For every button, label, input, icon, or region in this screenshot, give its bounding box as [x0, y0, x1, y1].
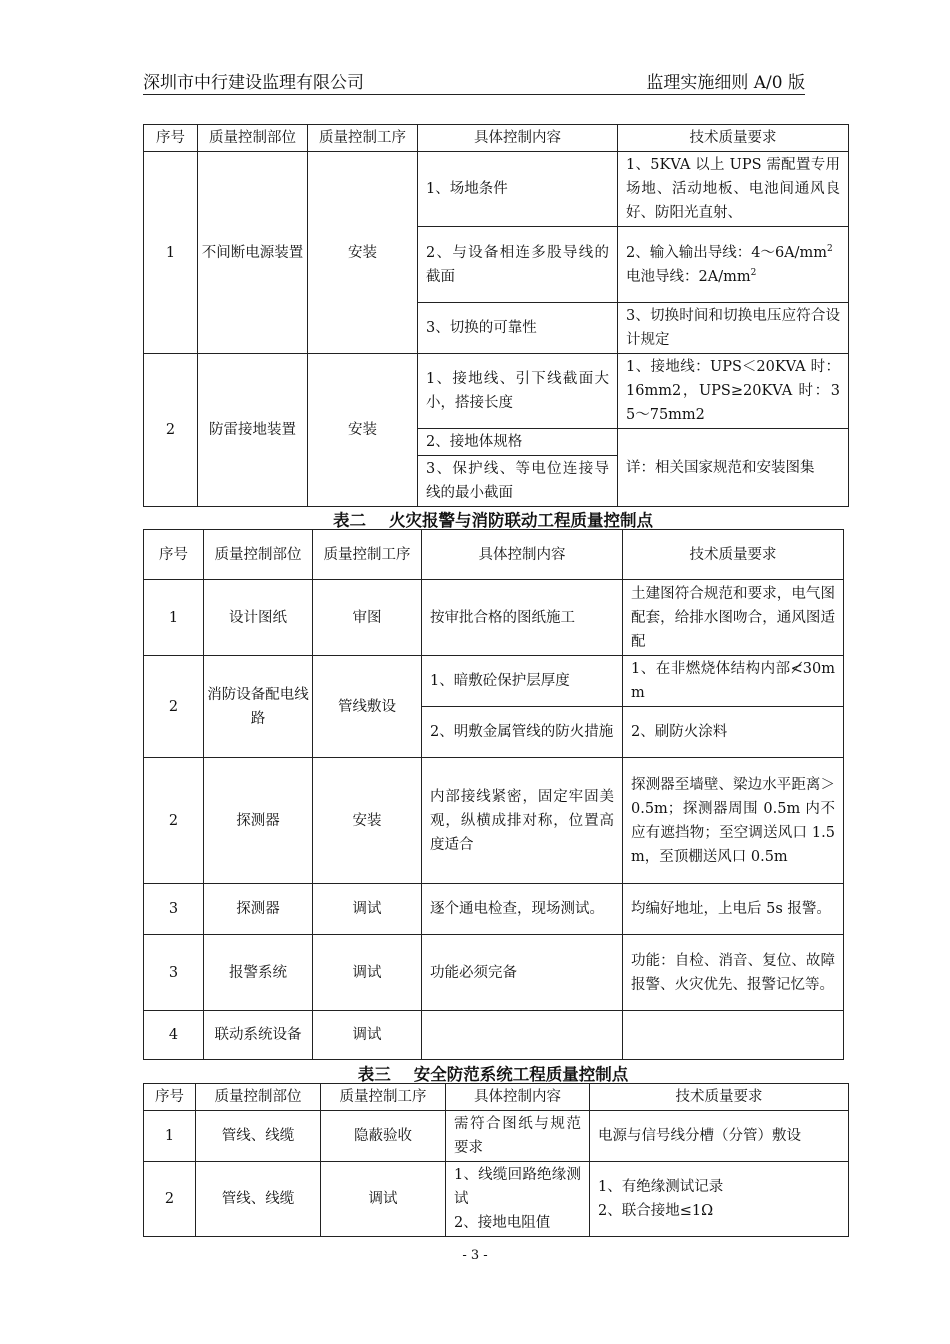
- row-no: 4: [144, 1011, 204, 1060]
- header-requirement: 技术质量要求: [618, 125, 849, 152]
- document-title: 监理实施细则 A/0 版: [646, 73, 805, 93]
- row-part: 联动系统设备: [204, 1011, 313, 1060]
- row-process: 隐蔽验收: [321, 1111, 446, 1162]
- row-requirement: 1、5KVA 以上 UPS 需配置专用场地、活动地板、电池间通风良好、防阳光直射、: [618, 152, 849, 227]
- row-requirement: [618, 227, 849, 303]
- row-content: 逐个通电检查，现场测试。: [422, 884, 623, 935]
- table-header-row: [144, 125, 849, 152]
- row-part: 管线、线缆: [196, 1111, 321, 1162]
- row-no: 2: [144, 758, 204, 884]
- table-row: [144, 354, 849, 429]
- table-row: [144, 1011, 844, 1060]
- header-content: 具体控制内容: [418, 125, 618, 152]
- row-content: 2、明敷金属管线的防火措施: [422, 707, 623, 758]
- requirement-line: 电池导线：2A/mm: [626, 268, 751, 285]
- table-header-row: [144, 1084, 849, 1111]
- header-no: 序号: [144, 125, 198, 152]
- row-content: 功能必须完备: [422, 935, 623, 1011]
- header-part: 质量控制部位: [198, 125, 308, 152]
- row-part: 设计图纸: [204, 580, 313, 656]
- header-requirement: 技术质量要求: [590, 1084, 849, 1111]
- table-row: [144, 884, 844, 935]
- header-content: 具体控制内容: [422, 530, 623, 580]
- row-part: 管线、线缆: [196, 1162, 321, 1237]
- row-requirement: [590, 1162, 849, 1237]
- header-part: 质量控制部位: [196, 1084, 321, 1111]
- company-name: 深圳市中行建设监理有限公司: [143, 73, 364, 93]
- row-part: 报警系统: [204, 935, 313, 1011]
- row-content: 1、暗敷砼保护层厚度: [422, 656, 623, 707]
- table-row: [144, 935, 844, 1011]
- row-no: 3: [144, 935, 204, 1011]
- superscript: 2: [827, 243, 833, 254]
- table-ups-grounding: [143, 124, 849, 507]
- row-no: 1: [144, 1111, 196, 1162]
- row-requirement: 详：相关国家规范和安装图集: [618, 429, 849, 507]
- content-line: 1、线缆回路绝缘测试: [454, 1167, 581, 1207]
- row-process: 安装: [308, 152, 418, 354]
- row-content: 需符合图纸与规范要求: [446, 1111, 590, 1162]
- header-process: 质量控制工序: [313, 530, 422, 580]
- row-part: 消防设备配电线路: [204, 656, 313, 758]
- row-process: 管线敷设: [313, 656, 422, 758]
- row-requirement: 探测器至墙壁、梁边水平距离＞0.5m；探测器周围 0.5m 内不应有遮挡物；至空调送风口 1.5m，至顶棚送风口 0.5m: [623, 758, 844, 884]
- row-no: 1: [144, 580, 204, 656]
- row-content: 按审批合格的图纸施工: [422, 580, 623, 656]
- table-header-row: [144, 530, 844, 580]
- row-requirement: [623, 1011, 844, 1060]
- row-content: [446, 1162, 590, 1237]
- page-number: - 3 -: [462, 1248, 488, 1263]
- row-part: 探测器: [204, 884, 313, 935]
- row-process: 调试: [321, 1162, 446, 1237]
- row-part: 探测器: [204, 758, 313, 884]
- content-line: 2、接地电阻值: [454, 1215, 551, 1231]
- row-content: 1、接地线、引下线截面大小，搭接长度: [418, 354, 618, 429]
- row-content: 2、与设备相连多股导线的截面: [418, 227, 618, 303]
- row-no: 2: [144, 656, 204, 758]
- row-process: 安装: [313, 758, 422, 884]
- row-process: 调试: [313, 935, 422, 1011]
- table-row: [144, 580, 844, 656]
- header-part: 质量控制部位: [204, 530, 313, 580]
- row-no: 2: [144, 354, 198, 507]
- row-process: 调试: [313, 884, 422, 935]
- header-no: 序号: [144, 1084, 196, 1111]
- row-content: 3、切换的可靠性: [418, 303, 618, 354]
- row-no: 1: [144, 152, 198, 354]
- header-process: 质量控制工序: [321, 1084, 446, 1111]
- table-row: [144, 1162, 849, 1237]
- row-process: 调试: [313, 1011, 422, 1060]
- requirement-line: 2、输入输出导线：4～6A/mm: [626, 244, 828, 261]
- row-requirement: 1、接地线：UPS＜20KVA 时：16mm2，UPS≥20KVA 时：35～75mm2: [618, 354, 849, 429]
- row-requirement: 3、切换时间和切换电压应符合设计规定: [618, 303, 849, 354]
- header-no: 序号: [144, 530, 204, 580]
- table-row: [144, 656, 844, 707]
- row-process: 审图: [313, 580, 422, 656]
- header-requirement: 技术质量要求: [623, 530, 844, 580]
- row-process: 安装: [308, 354, 418, 507]
- table-security: [143, 1083, 849, 1237]
- row-content: 2、接地体规格: [418, 429, 618, 456]
- row-requirement: 功能：自检、消音、复位、故障报警、火灾优先、报警记忆等。: [623, 935, 844, 1011]
- row-part: 防雷接地装置: [198, 354, 308, 507]
- row-part: 不间断电源装置: [198, 152, 308, 354]
- table-fire-alarm: [143, 529, 844, 1060]
- table-row: [144, 1111, 849, 1162]
- row-requirement: 均编好地址，上电后 5s 报警。: [623, 884, 844, 935]
- row-requirement: 2、刷防火涂料: [623, 707, 844, 758]
- row-requirement: 1、在非燃烧体结构内部≮30mm: [623, 656, 844, 707]
- row-requirement: 电源与信号线分槽（分管）敷设: [590, 1111, 849, 1162]
- page-header: [143, 66, 805, 95]
- table-row: [144, 152, 849, 227]
- row-requirement: 土建图符合规范和要求，电气图配套，给排水图吻合，通风图适配: [623, 580, 844, 656]
- row-content: 1、场地条件: [418, 152, 618, 227]
- row-content: [422, 1011, 623, 1060]
- row-no: 3: [144, 884, 204, 935]
- header-process: 质量控制工序: [308, 125, 418, 152]
- table-row: [144, 758, 844, 884]
- superscript: 2: [750, 267, 757, 278]
- table-caption: 表三 安全防范系统工程质量控制点: [357, 1065, 629, 1084]
- row-content: 内部接线紧密，固定牢固美观，纵横成排对称，位置高度适合: [422, 758, 623, 884]
- requirement-line: 2、联合接地≤1Ω: [598, 1203, 714, 1219]
- header-content: 具体控制内容: [446, 1084, 590, 1111]
- table-caption: 表二 火灾报警与消防联动工程质量控制点: [333, 511, 653, 530]
- row-content: 3、保护线、等电位连接导线的最小截面: [418, 456, 618, 507]
- row-no: 2: [144, 1162, 196, 1237]
- requirement-line: 1、有绝缘测试记录: [598, 1179, 724, 1195]
